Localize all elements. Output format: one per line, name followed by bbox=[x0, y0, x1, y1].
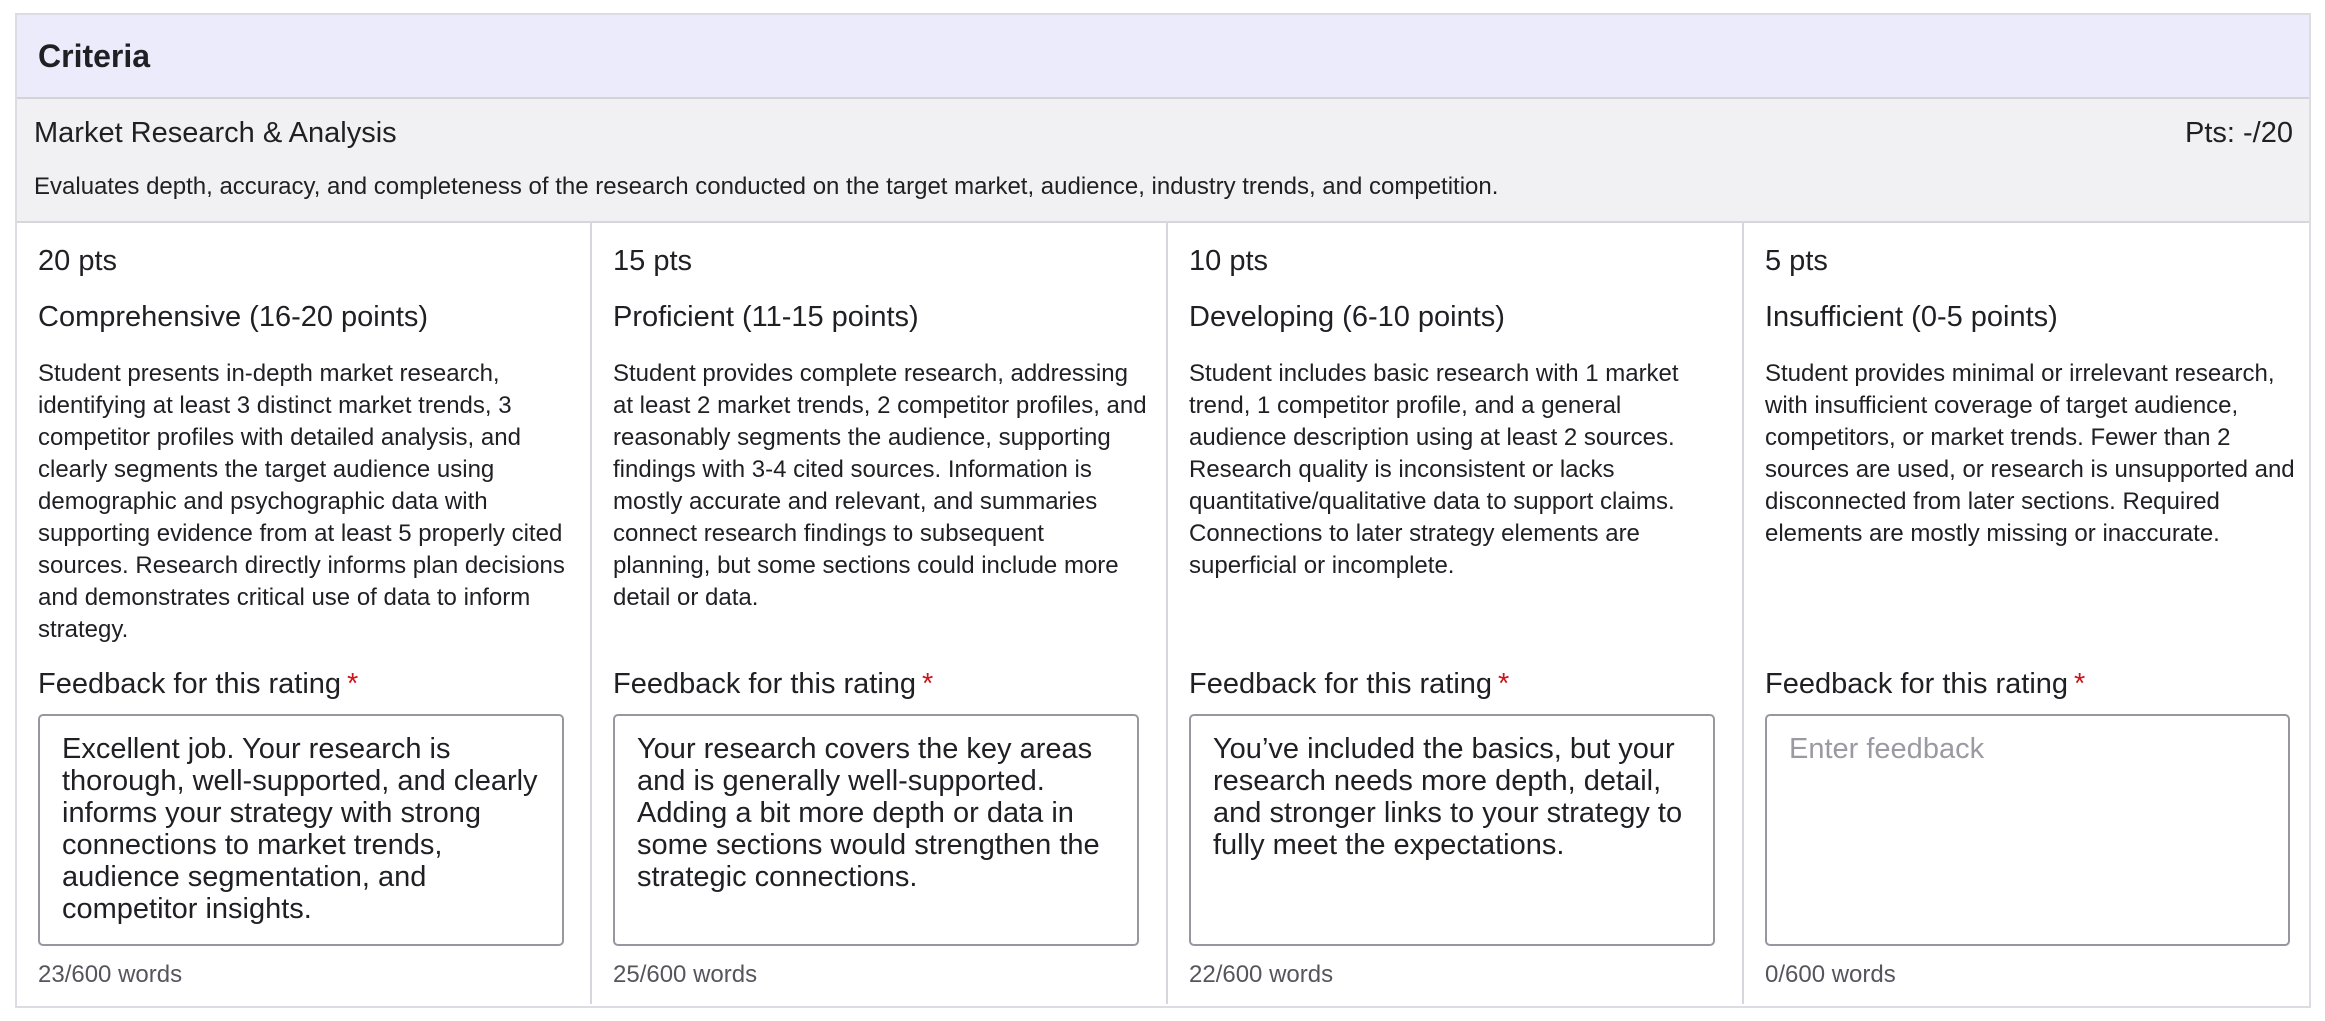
required-marker: * bbox=[1498, 668, 1510, 700]
word-count: 25/600 words bbox=[613, 961, 758, 988]
word-count: 23/600 words bbox=[38, 961, 183, 988]
feedback-label: Feedback for this rating * bbox=[1765, 668, 2086, 700]
feedback-label: Feedback for this rating * bbox=[613, 668, 934, 700]
feedback-input[interactable] bbox=[1765, 714, 2290, 946]
rating-description: Student provides complete research, addressing at least 2 market trends, 2 competitor profiles, and reasonably segments the audience, supporting findings with 3-4 cited sources. Information is mostly accurate and relevant, and summaries connect research findings to subsequent planning, but some sections could include more detail or data. bbox=[613, 360, 1147, 611]
rating-name: Proficient (11-15 points) bbox=[613, 301, 919, 333]
rating-name: Comprehensive (16-20 points) bbox=[38, 301, 429, 333]
feedback-label: Feedback for this rating * bbox=[1189, 668, 1510, 700]
feedback-input[interactable] bbox=[1189, 714, 1715, 946]
criterion-name: Market Research & Analysis bbox=[34, 117, 397, 149]
rating-points: 15 pts bbox=[613, 245, 692, 277]
rating-level-comprehensive[interactable] bbox=[17, 223, 592, 1004]
required-marker: * bbox=[347, 668, 359, 700]
feedback-label: Feedback for this rating * bbox=[38, 668, 359, 700]
required-marker: * bbox=[2074, 668, 2086, 700]
criterion-points: Pts: -/20 bbox=[2185, 117, 2293, 149]
rating-description: Student presents in-depth market research, identifying at least 3 distinct market trends, 3 competitor profiles with detailed analysis, and clearly segments the target audience using demographic and psychographic data with supporting evidence from at least 5 properly cited sources. Research directly informs plan decisions and demonstrates critical use of data to inform strategy. bbox=[38, 360, 565, 643]
rating-level-developing[interactable] bbox=[1168, 223, 1744, 1004]
criterion-description: Evaluates depth, accuracy, and completeness of the research conducted on the target market, audience, industry trends, and competition. bbox=[34, 173, 1499, 200]
feedback-input[interactable] bbox=[613, 714, 1139, 946]
required-marker: * bbox=[922, 668, 934, 700]
rating-points: 10 pts bbox=[1189, 245, 1268, 277]
criterion-header bbox=[17, 99, 2309, 223]
rating-level-insufficient[interactable] bbox=[1744, 223, 2309, 1004]
rating-level-proficient[interactable] bbox=[592, 223, 1168, 1004]
criteria-header bbox=[17, 15, 2309, 99]
word-count: 22/600 words bbox=[1189, 961, 1334, 988]
criteria-panel bbox=[15, 13, 2311, 1008]
rating-points: 20 pts bbox=[38, 245, 117, 277]
rating-levels bbox=[17, 223, 2309, 1004]
rating-description: Student includes basic research with 1 market trend, 1 competitor profile, and a general audience description using at least 2 sources. Research quality is inconsistent or lacks quantitative/qualitative data to support claims. Connections to later strategy elements are superficial or incomplete. bbox=[1189, 360, 1679, 579]
word-count: 0/600 words bbox=[1765, 961, 1896, 988]
criteria-title: Criteria bbox=[38, 37, 151, 74]
rating-description: Student provides minimal or irrelevant research, with insufficient coverage of target audience, competitors, or market trends. Fewer than 2 sources are used, or research is unsupported and disconnected from later sections. Required elements are mostly missing or inaccurate. bbox=[1765, 360, 2295, 547]
rating-name: Developing (6-10 points) bbox=[1189, 301, 1505, 333]
feedback-input[interactable] bbox=[38, 714, 564, 946]
rating-name: Insufficient (0-5 points) bbox=[1765, 301, 2058, 333]
rating-points: 5 pts bbox=[1765, 245, 1828, 277]
